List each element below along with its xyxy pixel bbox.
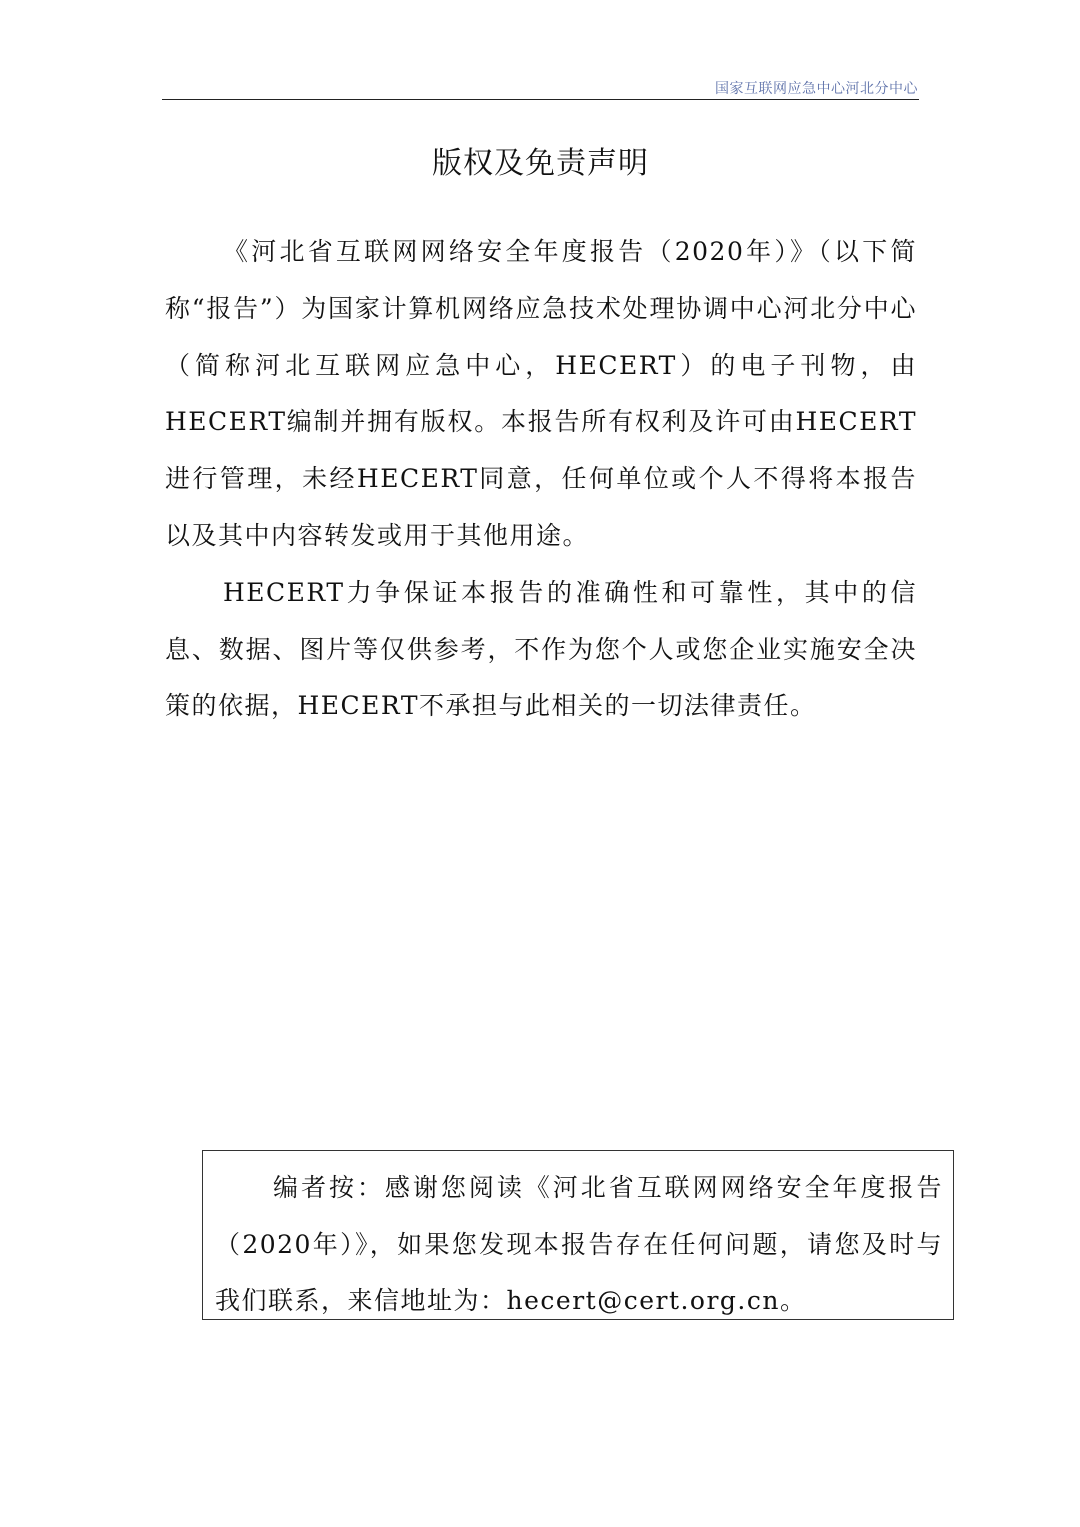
editor-note-box [202,1150,954,1320]
editor-note-text: 编者按：感谢您阅读《河北省互联网网络安全年度报告（2020年）》，如果您发现本报告存在任何问题，请您及时与我们联系，来信地址为：hecert@cert.org.cn。 [215,1173,943,1315]
header-divider [162,99,919,100]
running-header: 国家互联网应急中心河北分中心 [715,81,918,97]
page-title: 版权及免责声明 [432,146,649,181]
statement-body [165,224,917,735]
copyright-paragraph: 《河北省互联网网络安全年度报告（2020年）》（以下简称“报告”）为国家计算机网络应急技术处理协调中心河北分中心（简称河北互联网应急中心，HECERT）的电子刊物，由HECERT编制并拥有版权。本报告所有权利及许可由HECERT进行管理，未经HECERT同意，任何单位或个人不得将本报告以及其中内容转发或用于其他用途。 [165,237,917,550]
disclaimer-paragraph: HECERT力争保证本报告的准确性和可靠性，其中的信息、数据、图片等仅供参考，不作为您个人或您企业实施安全决策的依据，HECERT不承担与此相关的一切法律责任。 [165,577,917,721]
